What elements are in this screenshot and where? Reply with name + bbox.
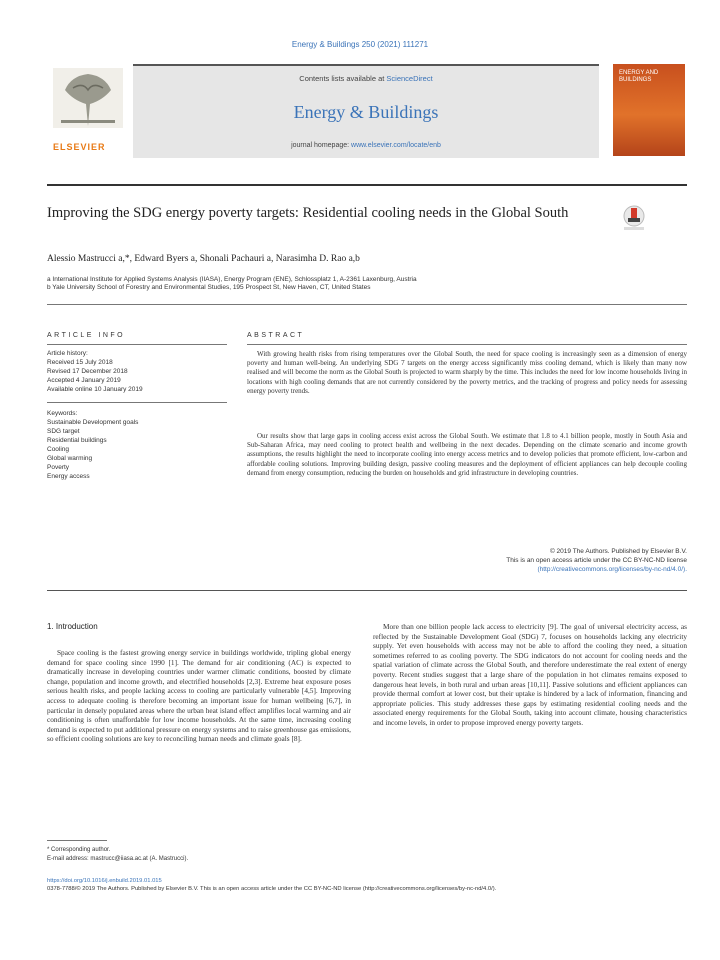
keyword: Energy access <box>47 473 90 480</box>
license-line: This is an open access article under the CC BY-NC-ND license <box>506 557 687 564</box>
article-info-rule <box>47 344 227 345</box>
history-online: Available online 10 January 2019 <box>47 386 143 393</box>
history-label: Article history: <box>47 350 88 357</box>
article-info-heading: ARTICLE INFO <box>47 332 126 339</box>
affiliation-divider <box>47 304 687 305</box>
license-link[interactable]: (http://creativecommons.org/licenses/by-nc-nd/4.0/). <box>537 566 687 573</box>
abstract-paragraph-1: With growing health risks from rising temperatures over the Global South, the need for space cooling is increasingly seen as a dimension of energy poverty and human well-being. An underlying SDG 7 targets on the energy access significantly miss cooling demand, which is likely than many now realised and will become the norm as the Global South is projected to warm sharply by the time. This includes the need for low income households living in locations with high cooling demands that are not currently considered by the poverty metrics, and the tracking of progress and policy needs for assessing energy poverty trends. <box>247 350 687 395</box>
body-divider <box>47 590 687 591</box>
intro-left-column: Space cooling is the fastest growing energy service in buildings worldwide, tripling global energy demand for space cooling since 1990 [1]. The demand for air conditioning (AC) is expected to dramatically increase in developing countries under warmer climatic conditions, boosted by climate change, population and income growth, and electrified households [2,3]. Extreme heat exposure poses serious health risks, and people lacking access to cooling are particularly vulnerable [4,5]. Improving access to adequate cooling is therefore becoming an important issue for human wellbeing [6,7], in particular in densely populated areas where the urban heat island effect amplifies local warming and air conditioning is often unaffordable for low income households. At the same time, increasing cooling demand is expected to put additional pressure on energy systems and to raise greenhouse gas emissions, so efficient cooling solutions are key to reconciling human needs and climate goals [8]. <box>47 648 351 744</box>
doi-link[interactable]: https://doi.org/10.1016/j.enbuild.2019.01.015 <box>47 878 162 884</box>
crossmark-icon[interactable] <box>622 204 646 232</box>
publisher-wordmark: ELSEVIER <box>53 142 106 152</box>
homepage-line <box>133 142 599 149</box>
copyright-line: © 2019 The Authors. Published by Elsevier B.V. <box>549 548 687 555</box>
history-received: Received 15 July 2018 <box>47 359 113 366</box>
email-note[interactable]: E-mail address: mastrucc@iiasa.ac.at (A. Mastrucci). <box>47 856 189 862</box>
author-1[interactable]: Alessio Mastrucci a,* <box>47 254 130 264</box>
corresponding-author-note: * Corresponding author. <box>47 847 111 853</box>
elsevier-tree-icon <box>53 68 123 128</box>
keyword: Poverty <box>47 464 70 471</box>
journal-name: Energy & Buildings <box>293 102 439 122</box>
article-title: Improving the SDG energy poverty targets: Residential cooling needs in the Global South <box>47 205 569 221</box>
author-4[interactable]: Narasimha D. Rao a,b <box>275 254 360 264</box>
abstract-heading: ABSTRACT <box>247 332 305 339</box>
history-revised: Revised 17 December 2018 <box>47 368 128 375</box>
keyword: Residential buildings <box>47 437 107 444</box>
author-2[interactable]: Edward Byers a <box>134 254 196 264</box>
abstract-paragraph-2: Our results show that large gaps in cooling access exist across the Global South. We estimate that 1.8 to 4.1 billion people, mostly in South Asia and Sub-Saharan Africa, may need cooling to protect health and wellbeing in the next decades. Depending on the climate scenario and income growth assumptions, the results highlight the need to incorporate cooling into energy access metrics and to develop policies that promote efficient, low-carbon and affordable cooling solutions. Improving building design, passive cooling measures and the deployment of efficient appliances can help decouple cooling demand from energy consumption, reducing the burden on households and grid infrastructure in developing countries. <box>247 432 687 477</box>
license-footer: 0378-7788/© 2019 The Authors. Published by Elsevier B.V. This is an open access article under the CC BY-NC-ND license (http://creativecommons.org/licenses/by-nc-nd/4.0/). <box>47 886 497 892</box>
keywords-label: Keywords: <box>47 410 78 417</box>
contents-line <box>133 74 599 83</box>
masthead <box>47 64 687 160</box>
journal-cover-thumbnail[interactable] <box>613 64 685 156</box>
contents-prefix: Contents lists available at <box>299 74 385 83</box>
homepage-link[interactable]: www.elsevier.com/locate/enb <box>351 142 441 149</box>
affiliation-b: b Yale University School of Forestry and Environmental Studies, 195 Prospect St, New Haven, CT, United States <box>47 284 371 291</box>
keywords-rule <box>47 402 227 403</box>
keyword: Global warming <box>47 455 93 462</box>
author-3[interactable]: Shonali Pachauri a <box>199 254 271 264</box>
section-heading-introduction: 1. Introduction <box>47 622 98 631</box>
abstract-rule <box>247 344 687 345</box>
header-divider <box>47 184 687 186</box>
journal-banner <box>133 64 599 158</box>
history-accepted: Accepted 4 January 2019 <box>47 377 121 384</box>
affiliation-a: a International Institute for Applied Systems Analysis (IIASA), Energy Program (ENE), Schlossplatz 1, A-2361 Laxenburg, Austria <box>47 276 417 283</box>
journal-citation[interactable]: Energy & Buildings 250 (2021) 111271 <box>291 40 429 49</box>
footnote-rule <box>47 840 107 841</box>
homepage-prefix: journal homepage: <box>291 142 350 149</box>
cover-title: ENERGY AND BUILDINGS <box>619 70 659 83</box>
sciencedirect-link[interactable]: ScienceDirect <box>386 74 433 83</box>
author-list: Alessio Mastrucci a,*, Edward Byers a, Shonali Pachauri a, Narasimha D. Rao a,b <box>47 254 360 264</box>
keyword: Sustainable Development goals <box>47 419 139 426</box>
elsevier-logo <box>47 64 129 156</box>
keyword: Cooling <box>47 446 70 453</box>
keyword: SDG target <box>47 428 80 435</box>
intro-right-column: More than one billion people lack access to electricity [9]. The goal of universal electricity access, as reflected by the Sustainable Development Goal (SDG) 7, focuses on households lacking any electricity supply. Yet even households with access may not be able to afford the cooling they need, a situation sometimes referred to as cooling poverty. The SDG indicators do not account for cooling needs and the spatial variation of climate across the Global South, and therefore underestimate the real extent of energy poverty. Recent studies suggest that a large share of the population in hot climates remains exposed to dangerous heat levels, in both rural and urban areas [10,11]. Passive solutions and efficient appliances can provide thermal comfort at lower cost, but their uptake is hindered by a lack of information, financing and appropriate policies. This study addresses these gaps by estimating residential cooling needs and the associated energy requirements for the Global South, taking into account climate, housing characteristics and income levels, in order to propose improved energy poverty targets. <box>373 622 687 727</box>
